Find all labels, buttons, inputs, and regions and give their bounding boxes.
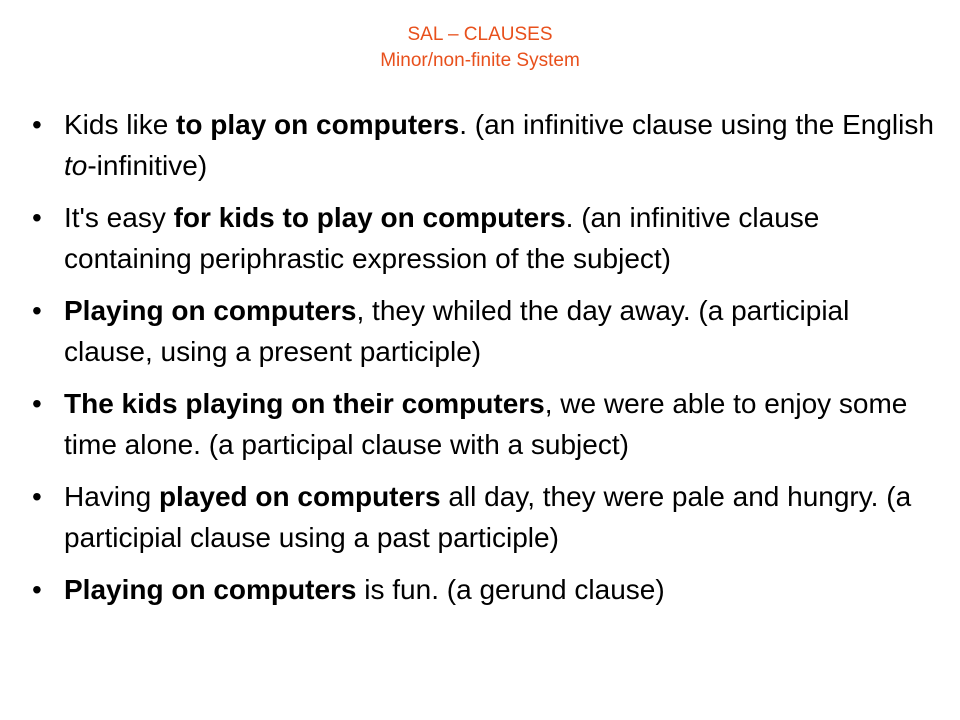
bold-text: played on computers: [158, 481, 441, 512]
bullet-text: It's easy: [64, 202, 174, 233]
bullet-item: [28, 197, 938, 279]
bold-text: for kids to play on computers: [173, 202, 566, 233]
bullet-list: [28, 104, 938, 621]
slide-title: [0, 22, 960, 74]
bullet-item: [28, 104, 938, 186]
italic-text: to: [64, 150, 88, 181]
bullet-text: . (an infinitive clause using the English: [459, 109, 934, 140]
slide-title-line-1: SAL – CLAUSES: [407, 24, 553, 45]
bullet-text: all day, they were pale and hungry. (a participial clause using a past participle): [64, 481, 912, 553]
bullet-item: [28, 476, 938, 558]
bullet-text: is fun. (a gerund clause): [356, 574, 665, 605]
bullet-item: [28, 290, 938, 372]
bullet-dot-icon: •: [32, 574, 42, 605]
bullet-text: Having: [64, 481, 159, 512]
bullet-text: Kids like: [64, 109, 177, 140]
bullet-text: , we were able to enjoy some time alone. (a participal clause with a subject): [64, 388, 908, 460]
bullet-dot-icon: •: [32, 481, 42, 512]
bullet-item: [28, 383, 938, 465]
bullet-text: . (an infinitive clause containing periphrastic expression of the subject): [64, 202, 820, 274]
bullet-dot-icon: •: [32, 388, 42, 419]
bullet-text: , they whiled the day away. (a participial clause, using a present participle): [64, 295, 850, 367]
bullet-dot-icon: •: [32, 295, 42, 326]
bold-text: to play on computers: [176, 109, 460, 140]
bullet-dot-icon: •: [32, 109, 42, 140]
slide-subtitle: Minor/non-finite System: [380, 50, 580, 71]
bold-text: Playing on computers: [64, 574, 357, 605]
bold-text: The kids playing on their computers: [64, 388, 545, 419]
bold-text: Playing on computers: [64, 295, 357, 326]
bullet-text: -infinitive): [87, 150, 208, 181]
bullet-item: [28, 569, 938, 610]
bullet-dot-icon: •: [32, 202, 42, 233]
